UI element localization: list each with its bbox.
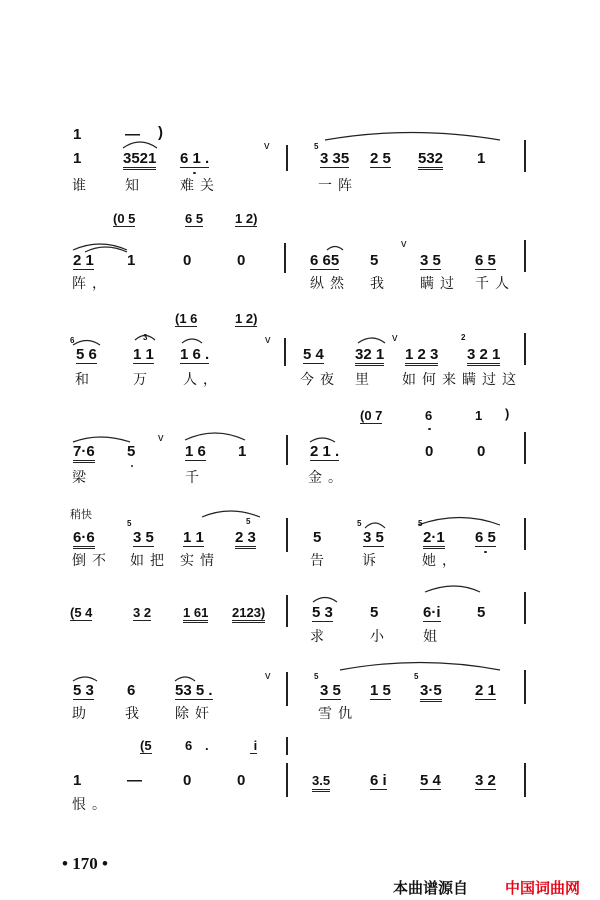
lyric: 和 [75,372,95,388]
note: 3 5 [133,529,154,546]
source-label: 本曲谱源自 [393,879,469,897]
note: 53 5 . [175,682,213,699]
breath-mark: v [401,238,407,250]
note: 6 65 [310,252,340,269]
barline [524,333,526,365]
note: 3.5 [312,773,330,792]
note: — [127,772,142,789]
lyric: 求 [310,629,330,645]
lyric: 助 [72,706,92,722]
site-name-link[interactable]: 中国词曲网 [505,879,581,897]
lyric: 梁 [72,470,92,486]
note: 5 [370,604,379,621]
barline [286,595,288,627]
note: 6 5 [475,529,496,546]
lyric: 金。 [308,470,348,486]
note: 5 [477,604,486,621]
grace-note: 5 [314,672,319,681]
note: 3521 [123,151,156,170]
lyric: 千 [185,470,205,486]
lyric: 难关 [180,178,220,194]
note: 2 1 [475,682,496,699]
lyric: 诉 [362,553,382,569]
note: 3·5 [420,683,442,702]
barline [286,763,288,797]
grace-note: 5 [418,519,423,528]
accompaniment: (1 6 [175,311,198,326]
note: 6 5 [475,252,496,269]
accompaniment: (5 4 [70,605,93,620]
lyric: 人， [183,372,223,388]
lyric: 万 [133,372,153,388]
note: 6 [127,682,136,699]
accompaniment: 6 [425,408,433,423]
accompaniment: . [205,738,209,753]
breath-mark: v [158,432,164,444]
note: 7·6 [73,444,95,463]
accompaniment: i [250,738,258,753]
note: 5 4 [420,772,441,789]
lyric: 恨。 [72,797,112,813]
barline [284,243,286,273]
note: 3 5 [320,682,341,699]
note: 3 5 [363,529,384,546]
lyric: 谁 [72,178,92,194]
grace-note: 2 [461,333,466,342]
barline [524,592,526,624]
lyric: 倒不 [72,553,112,569]
note: 5 3 [73,682,94,699]
lyric: 知 [125,178,145,194]
lyric: 她， [422,553,462,569]
accompaniment: 6 [185,738,193,753]
lyric: 小 [370,629,390,645]
note: 5 [313,529,322,546]
page-number: • 170 • [62,854,108,873]
note: 0 [237,772,246,789]
note: 1 1 [183,529,204,546]
note: 1 6 . [180,346,210,363]
note: 1 6 [185,443,206,460]
intro-note: 1 [73,126,82,143]
barline [286,737,288,755]
lyric: 告 [310,553,330,569]
note: 1 [73,150,82,167]
grace-note: 3 [143,333,148,342]
grace-note: 5 [246,517,251,526]
note: 0 [237,252,246,269]
barline [524,670,526,704]
note: 1 2 3 [405,347,438,366]
lyric: 阵， [72,276,112,292]
note: 3 2 [475,772,496,789]
barline [524,140,526,172]
lyric: 姐 [423,629,443,645]
note: 2 1 . [310,443,340,460]
accompaniment: 1 [475,408,483,423]
accompaniment: 3 2 [133,605,152,620]
note: 5 6 [76,346,97,363]
grace-note: 5 [414,672,419,681]
accompaniment: 2123) [232,605,265,623]
note: 6·i [423,604,441,621]
note: 5 [370,252,379,269]
barline [524,518,526,550]
barline [286,435,288,465]
tempo-marking: 稍快 [70,508,92,521]
lyric: 里 [355,372,375,388]
barline [284,338,286,366]
lyric: 瞒过 [420,276,460,292]
note: 6·6 [73,530,95,549]
grace-note: 5 [314,142,319,151]
note: 532 [418,151,443,170]
accompaniment: 1 2) [235,211,258,226]
note: 5 4 [303,346,324,363]
barline [524,432,526,464]
note: 3 2 1 [467,347,500,366]
grace-note: 5 [357,519,362,528]
note: 1 [73,772,82,789]
note: 1 [238,443,247,460]
barline [286,145,288,171]
barline [286,672,288,706]
lyric: 一阵 [318,178,358,194]
note: 5 [127,443,136,460]
note: 3 5 [420,252,441,269]
note: 3 35 [320,150,350,167]
breath-mark: v [392,332,398,344]
note: 5 3 [312,604,333,621]
breath-mark: v [265,670,271,682]
note: 0 [477,443,486,460]
lyric: 今夜 [300,372,340,388]
barline [524,763,526,797]
accompaniment: 6 5 [185,211,204,226]
lyric: 纵然 [310,276,350,292]
note: 1 [127,252,136,269]
grace-note: 5 [127,519,132,528]
lyric: 千人 [475,276,515,292]
lyric: 如把 [130,553,170,569]
lyric: 我 [125,706,145,722]
barline [524,240,526,272]
breath-mark: v [265,334,271,346]
note: 1 1 [133,346,154,363]
note: 1 5 [370,682,391,699]
barline [286,518,288,552]
accompaniment: 1 2) [235,311,258,326]
intro-paren: ) [158,124,163,141]
note: 6 1 . [180,150,210,167]
note: 0 [183,252,192,269]
note: 0 [425,443,434,460]
note: 2 5 [370,150,391,167]
accompaniment: ) [505,406,510,421]
lyric: 如何来 [402,372,462,388]
accompaniment: (0 5 [113,211,136,226]
note: 2·1 [423,530,445,549]
note: 6 i [370,772,387,789]
accompaniment: (0 7 [360,408,383,423]
grace-note: 6 [70,336,75,345]
lyric: 雪仇 [318,706,358,722]
breath-mark: v [264,140,270,152]
lyric: 除奸 [175,706,215,722]
note: 1 [477,150,486,167]
note: 2 1 [73,252,94,269]
accompaniment: (5 [140,738,152,753]
note: 0 [183,772,192,789]
lyric: 实情 [180,553,220,569]
note: 32 1 [355,347,384,366]
lyric: 我 [370,276,390,292]
lyric: 瞒过这 [462,372,522,388]
accompaniment: 1 61 [183,605,208,623]
note: 2 3 [235,530,256,549]
intro-dash: — [125,126,140,143]
